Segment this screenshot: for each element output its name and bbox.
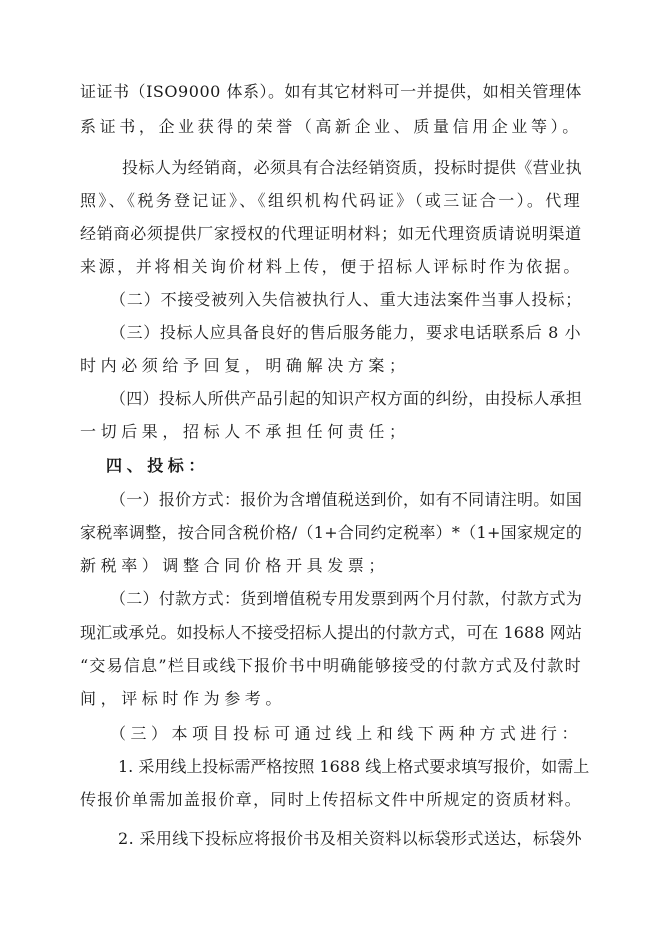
- section-heading: 四、投标：: [106, 456, 210, 475]
- paragraph-line: 一切后果，招标人不承担任何责任；: [80, 422, 410, 441]
- paragraph-line: 证证书（ISO9000 体系）。如有其它材料可一并提供，如相关管理体: [80, 82, 582, 101]
- paragraph-line: 传报价单需加盖报价章，同时上传招标文件中所规定的资质材料。: [80, 790, 582, 809]
- paragraph-line: 投标人为经销商，必须具有合法经销资质，投标时提供《营业执: [122, 158, 583, 177]
- paragraph-line: （二）不接受被列入失信被执行人、重大违法案件当事人投标；: [110, 290, 583, 309]
- paragraph-line: 家税率调整，按合同含税价格/（1+合同约定税率）*（1+国家规定的: [80, 523, 583, 542]
- paragraph-line: （一）报价方式：报价为含增值税送到价，如有不同请注明。如国: [110, 490, 583, 509]
- paragraph-line: 新税率）调整合同价格开具发票；: [80, 556, 390, 575]
- paragraph-line: “交易信息”栏目或线下报价书中明确能够接受的付款方式及付款时: [80, 656, 582, 675]
- paragraph-line: （二）付款方式：货到增值税专用发票到两个月付款，付款方式为: [110, 589, 583, 608]
- paragraph-line: （三）本项目投标可通过线上和线下两种方式进行：: [110, 724, 582, 743]
- paragraph-line: 来源，并将相关询价材料上传，便于招标人评标时作为依据。: [80, 257, 582, 276]
- paragraph-line: 间，评标时作为参考。: [80, 689, 287, 708]
- paragraph-line: （三）投标人应具备良好的售后服务能力，要求电话联系后 8 小: [110, 323, 582, 342]
- paragraph-line: 经销商必须提供厂家授权的代理证明材料；如无代理资质请说明渠道: [80, 224, 582, 243]
- paragraph-line: 2. 采用线下投标应将报价书及相关资料以标袋形式送达，标袋外: [118, 829, 583, 848]
- paragraph-line: （四）投标人所供产品引起的知识产权方面的纠纷，由投标人承担: [110, 389, 583, 408]
- paragraph-line: 系证书，企业获得的荣誉（高新企业、质量信用企业等）。: [80, 117, 582, 136]
- paragraph-line: 时内必须给予回复，明确解决方案；: [80, 356, 410, 375]
- paragraph-line: 1. 采用线上投标需严格按照 1688 线上格式要求填写报价，如需上: [118, 757, 590, 776]
- paragraph-line: 照》、《税务登记证》、《组织机构代码证》（或三证合一）。代理: [80, 191, 582, 210]
- paragraph-line: 现汇或承兑。如投标人不接受招标人提出的付款方式，可在 1688 网站: [80, 623, 582, 642]
